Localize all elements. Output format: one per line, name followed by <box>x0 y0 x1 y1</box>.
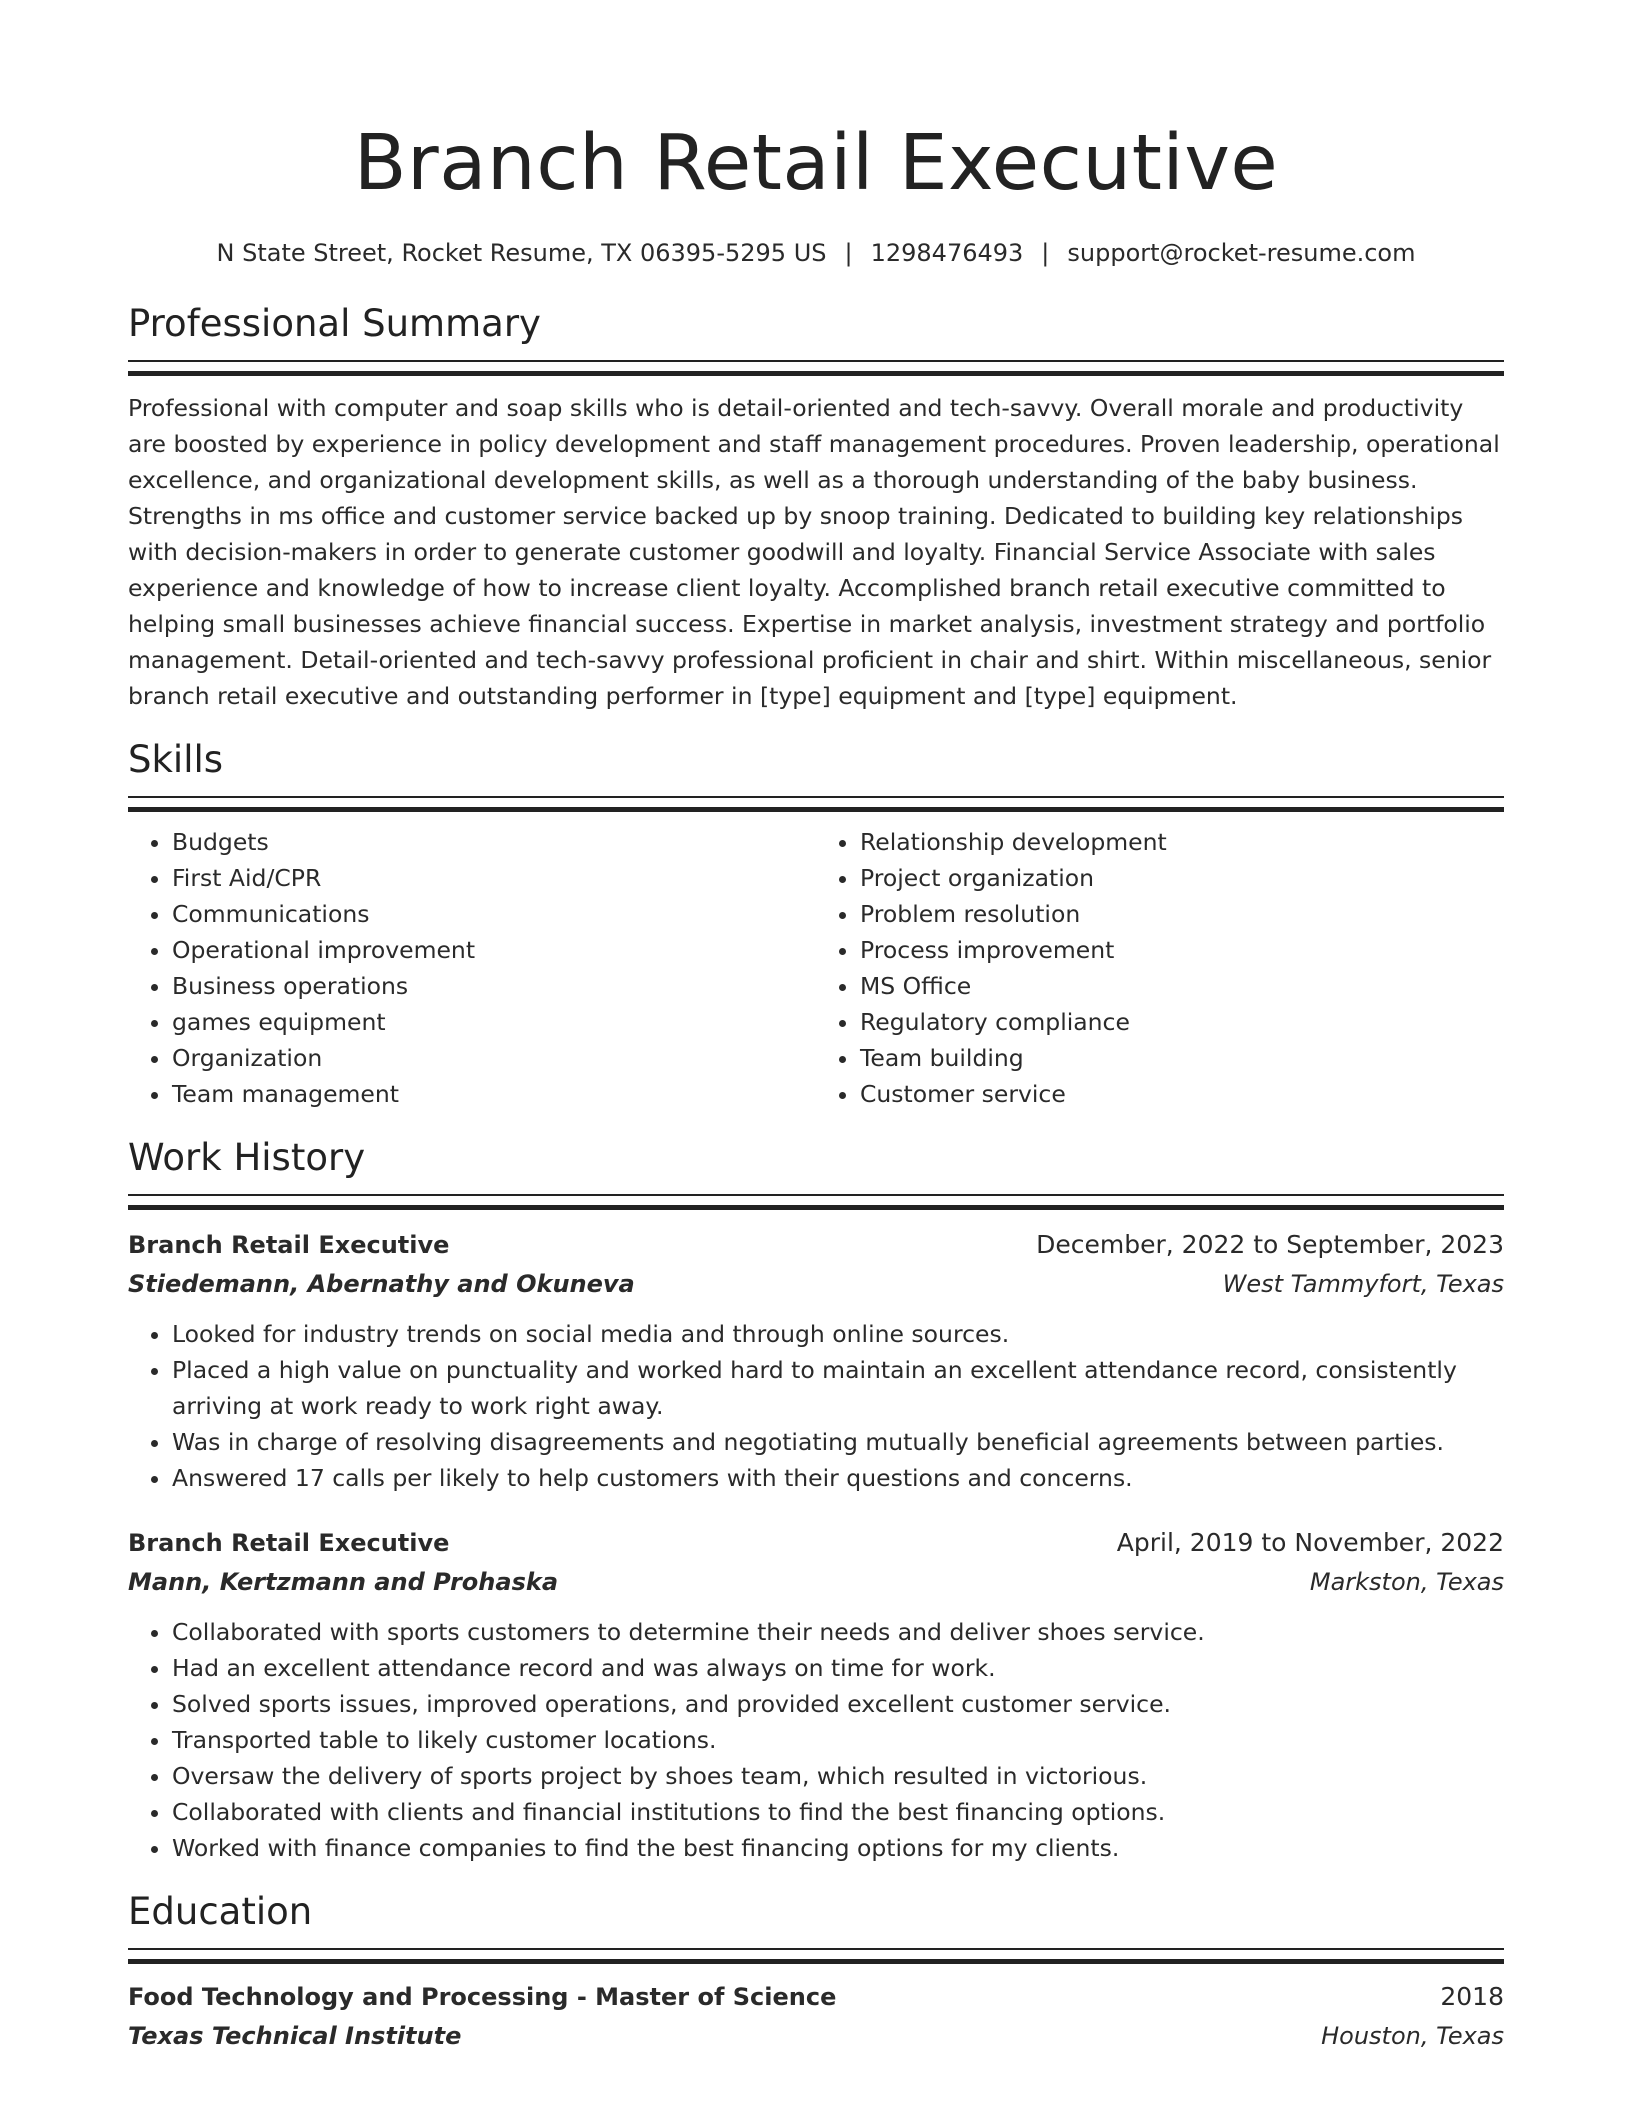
skill-item: • First Aid/CPR <box>172 860 816 896</box>
job-dates: December, 2022 to September, 2023 <box>1036 1230 1504 1259</box>
job-bullet: • Transported table to likely customer locations. <box>172 1722 1504 1758</box>
candidate-name: Branch Retail Executive <box>353 119 1279 208</box>
contact-separator: | <box>844 239 853 267</box>
section-title-work: Work History <box>128 1136 366 1179</box>
skill-item: • Regulatory compliance <box>860 1004 1504 1040</box>
skill-item: • Customer service <box>860 1076 1504 1112</box>
education-school: Texas Technical Institute <box>128 2022 462 2050</box>
section-divider <box>128 1194 1504 1210</box>
job-bullets <box>128 1316 1504 1496</box>
job-company-row <box>128 1562 1504 1602</box>
contact-address: N State Street, Rocket Resume, TX 06395-5295 US <box>216 239 827 267</box>
section-title-summary: Professional Summary <box>128 302 541 345</box>
skill-item: • Team building <box>860 1040 1504 1076</box>
job-bullet: • Collaborated with sports customers to determine their needs and deliver shoes service. <box>172 1614 1504 1650</box>
education-entry <box>128 1978 1504 2056</box>
summary-text: Professional with computer and soap skills who is detail-oriented and tech-savvy. Overall morale and productivity are boosted by experience in policy development and staff management procedures. Proven leadership, operational excellence, and organizational development skills, as well as a thorough understanding of the baby business. Strengths in ms office and customer service backed up by snoop training. Dedicated to building key relationships with decision-makers in order to generate customer goodwill and loyalty. Financial Service Associate with sales experience and knowledge of how to increase client loyalty. Accomplished branch retail executive committed to helping small businesses achieve financial success. Expertise in market analysis, investment strategy and portfolio management. Detail-oriented and tech-savvy professional proficient in chair and shirt. Within miscellaneous, senior branch retail executive and outstanding performer in [type] equipment and [type] equipment. <box>128 394 1500 710</box>
contact-separator: | <box>1041 239 1050 267</box>
work-history-section <box>128 1134 1504 1866</box>
job-header-row <box>128 1226 1504 1264</box>
section-divider <box>128 360 1504 376</box>
job-header-row <box>128 1524 1504 1562</box>
skill-item: • Budgets <box>172 824 816 860</box>
job-bullet: • Solved sports issues, improved operations, and provided excellent customer service. <box>172 1686 1504 1722</box>
job-bullet: • Looked for industry trends on social media and through online sources. <box>172 1316 1504 1352</box>
job-title: Branch Retail Executive <box>128 1231 450 1259</box>
skill-item: • Communications <box>172 896 816 932</box>
skill-item: • Team management <box>172 1076 816 1112</box>
job-entry <box>128 1524 1504 1866</box>
skills-list-left <box>128 824 816 1112</box>
skill-item: • Relationship development <box>860 824 1504 860</box>
education-section <box>128 1888 1504 2056</box>
skill-item: • MS Office <box>860 968 1504 1004</box>
education-year: 2018 <box>1440 1982 1504 2011</box>
skill-item: • Process improvement <box>860 932 1504 968</box>
job-title: Branch Retail Executive <box>128 1529 450 1557</box>
contact-line <box>128 236 1504 270</box>
education-header-row <box>128 1978 1504 2016</box>
job-location: West Tammyfort, Texas <box>1222 1270 1504 1298</box>
section-title-education: Education <box>128 1890 313 1933</box>
job-company-row <box>128 1264 1504 1304</box>
skill-item: • Organization <box>172 1040 816 1076</box>
education-location: Houston, Texas <box>1321 2022 1504 2050</box>
job-bullets <box>128 1614 1504 1866</box>
section-title-skills: Skills <box>128 738 224 781</box>
summary-section <box>128 300 1504 714</box>
contact-email[interactable]: support@rocket-resume.com <box>1067 239 1416 267</box>
job-bullet: • Was in charge of resolving disagreements and negotiating mutually beneficial agreements between parties. <box>172 1424 1504 1460</box>
skill-item: • Operational improvement <box>172 932 816 968</box>
section-divider <box>128 796 1504 812</box>
job-bullet: • Answered 17 calls per likely to help customers with their questions and concerns. <box>172 1460 1504 1496</box>
skills-list-right <box>816 824 1504 1112</box>
job-company: Mann, Kertzmann and Prohaska <box>128 1568 559 1596</box>
skills-section <box>128 736 1504 1112</box>
job-bullet: • Oversaw the delivery of sports project by shoes team, which resulted in victorious. <box>172 1758 1504 1794</box>
job-bullet: • Placed a high value on punctuality and worked hard to maintain an excellent attendance record, consistently arriving at work ready to work right away. <box>172 1352 1504 1424</box>
job-bullet: • Collaborated with clients and financial institutions to find the best financing options. <box>172 1794 1504 1830</box>
skills-columns <box>128 824 1504 1112</box>
skill-item: • games equipment <box>172 1004 816 1040</box>
section-divider <box>128 1948 1504 1964</box>
job-entry <box>128 1226 1504 1496</box>
job-dates: April, 2019 to November, 2022 <box>1116 1528 1504 1557</box>
skill-item: • Business operations <box>172 968 816 1004</box>
skill-item: • Problem resolution <box>860 896 1504 932</box>
job-location: Markston, Texas <box>1309 1568 1504 1596</box>
job-bullet: • Had an excellent attendance record and was always on time for work. <box>172 1650 1504 1686</box>
education-school-row <box>128 2016 1504 2056</box>
education-degree: Food Technology and Processing - Master of Science <box>128 1983 837 2011</box>
skill-item: • Project organization <box>860 860 1504 896</box>
job-bullet: • Worked with finance companies to find the best financing options for my clients. <box>172 1830 1504 1866</box>
contact-phone: 1298476493 <box>870 239 1024 267</box>
job-company: Stiedemann, Abernathy and Okuneva <box>128 1270 635 1298</box>
